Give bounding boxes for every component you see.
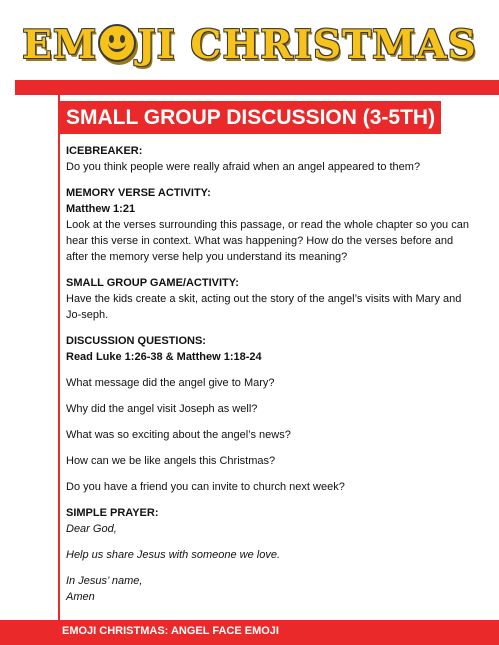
discussion-content: [66, 143, 476, 605]
brand-logo: [0, 22, 499, 68]
discussion-question-2: Why did the angel visit Joseph as well?: [66, 403, 258, 415]
left-red-rule: [58, 95, 60, 620]
memory-verse-text: Look at the verses surrounding this passage, or read the whole chapter so you can hear this verse in context. What was happening? How do the verses before and after the memory verse help you understand its meaning?: [66, 219, 469, 263]
prayer-body: Help us share Jesus with someone we love.: [66, 549, 280, 561]
prayer-closing-1: In Jesus’ name,: [66, 575, 143, 587]
memory-verse-reference: Matthew 1:21: [66, 203, 136, 215]
brand-logo-part2: JI CHRISTMAS: [137, 22, 477, 68]
page-title: SMALL GROUP DISCUSSION (3-5TH): [58, 101, 441, 134]
discussion-question-3: What was so exciting about the angel’s news?: [66, 429, 291, 441]
footer-text: EMOJI CHRISTMAS: ANGEL FACE EMOJI: [62, 625, 279, 637]
memory-verse-label: MEMORY VERSE ACTIVITY:: [66, 187, 211, 199]
discussion-question-4: How can we be like angels this Christmas?: [66, 455, 276, 467]
top-red-bar: [15, 80, 499, 95]
discussion-question-5: Do you have a friend you can invite to church next week?: [66, 481, 345, 493]
icebreaker-label: ICEBREAKER:: [66, 145, 143, 157]
discussion-question-1: What message did the angel give to Mary?: [66, 377, 275, 389]
game-label: SMALL GROUP GAME/ACTIVITY:: [66, 277, 239, 289]
prayer-greeting: Dear God,: [66, 523, 117, 535]
discussion-label: DISCUSSION QUESTIONS:: [66, 335, 206, 347]
prayer-label: SIMPLE PRAYER:: [66, 507, 159, 519]
brand-logo-part1: EM: [22, 22, 98, 68]
icebreaker-text: Do you think people were really afraid when an angel appeared to them?: [66, 161, 421, 173]
discussion-reading: Read Luke 1:26-38 & Matthew 1:18-24: [66, 351, 262, 363]
game-text: Have the kids create a skit, acting out the story of the angel’s visits with Mary and Jo-seph.: [66, 293, 462, 321]
footer-bar: [0, 620, 499, 645]
smiley-face-icon: [98, 24, 136, 62]
prayer-closing-2: Amen: [66, 591, 95, 603]
